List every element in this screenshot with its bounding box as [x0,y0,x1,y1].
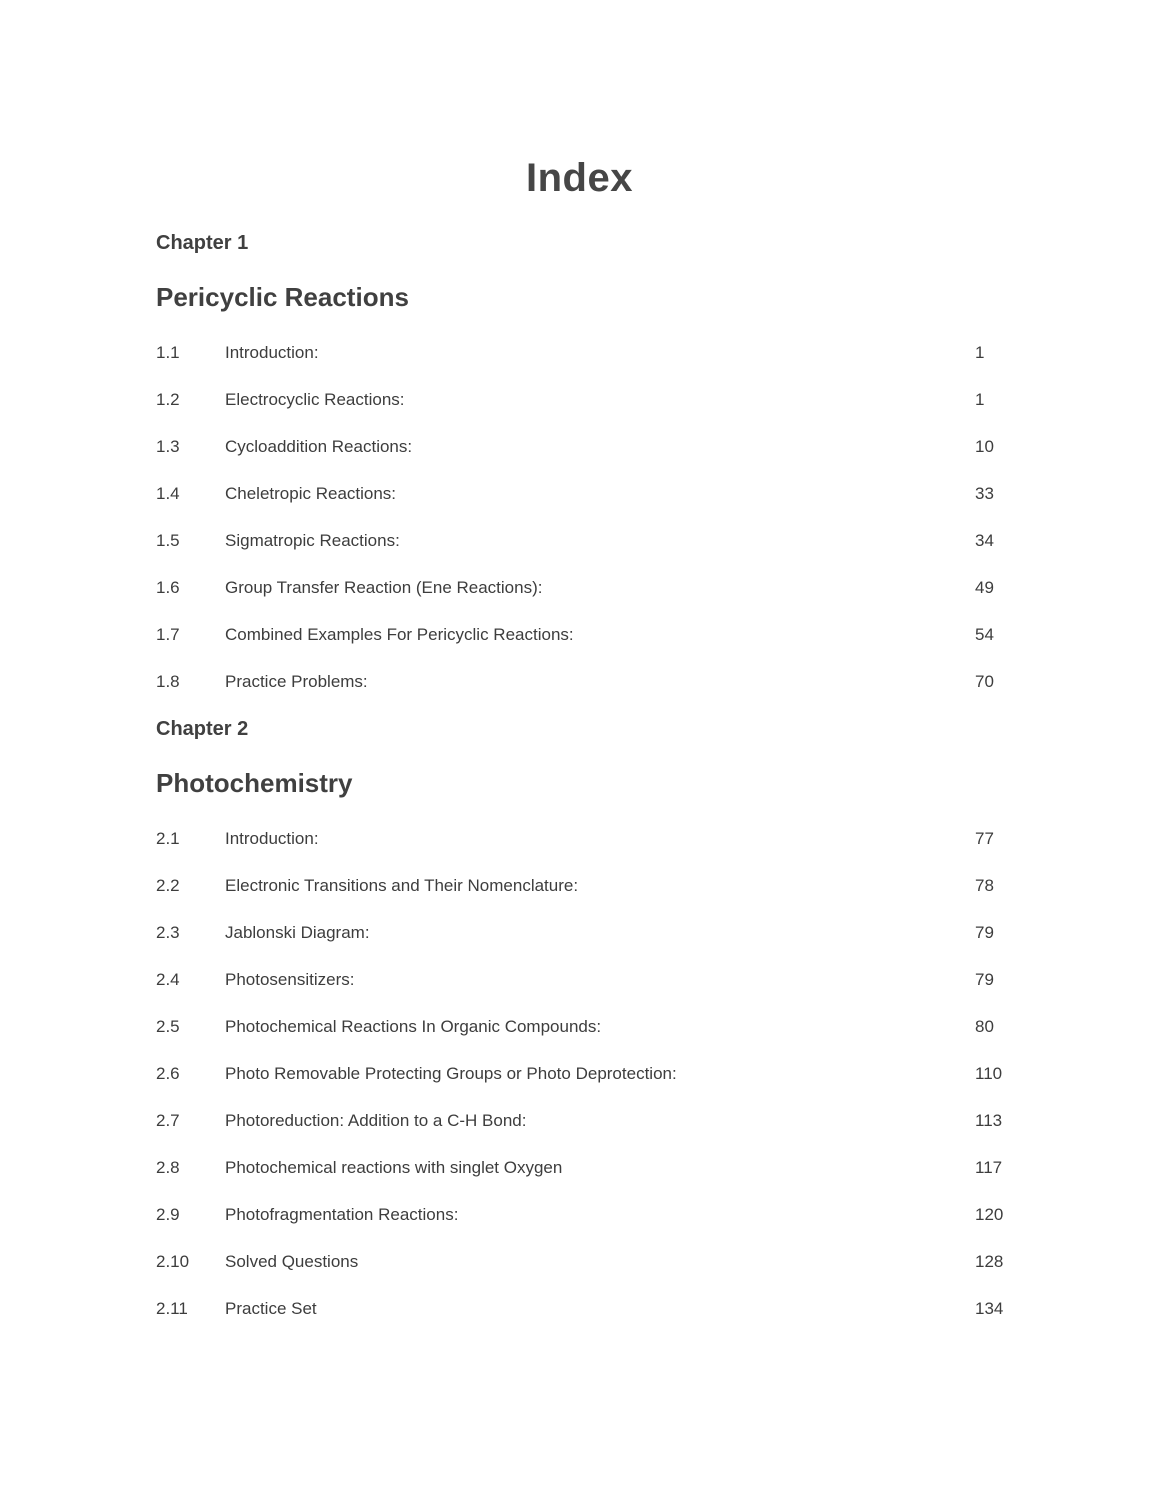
entry-number: 1.2 [156,390,180,409]
entry-page-number: 78 [975,876,994,895]
chapter-section [156,232,1003,693]
entry-title: Photofragmentation Reactions: [225,1205,459,1224]
entry-page-number: 1 [975,390,985,409]
entry-page-number: 49 [975,578,994,597]
toc-entry [156,828,1003,850]
entry-number: 1.7 [156,625,180,644]
entry-number: 2.6 [156,1064,180,1083]
entry-title: Jablonski Diagram: [225,923,370,942]
entry-number: 2.2 [156,876,180,895]
toc-entry [156,1157,1003,1179]
entry-title: Photo Removable Protecting Groups or Photo Deprotection: [225,1064,677,1083]
toc-entry [156,1251,1003,1273]
toc-entry [156,1063,1003,1085]
chapter-section [156,718,1003,1320]
chapter-entries [156,828,1003,1320]
entry-page-number: 134 [975,1299,1004,1318]
entry-title: Cheletropic Reactions: [225,484,397,503]
entry-title: Photochemical reactions with singlet Oxygen [225,1158,563,1177]
entry-title: Practice Problems: [225,672,368,691]
entry-title: Practice Set [225,1299,317,1318]
entry-page-number: 120 [975,1205,1004,1224]
entry-number: 1.3 [156,437,180,456]
entry-page-number: 33 [975,484,994,503]
entry-title: Sigmatropic Reactions: [225,531,400,550]
entry-number: 1.1 [156,343,180,362]
entry-number: 1.5 [156,531,180,550]
chapter-entries [156,342,1003,693]
entry-title: Group Transfer Reaction (Ene Reactions): [225,578,543,597]
entry-number: 2.8 [156,1158,180,1177]
entry-page-number: 113 [975,1111,1003,1130]
entry-number: 1.4 [156,484,180,503]
toc-entry [156,1204,1003,1226]
entry-page-number: 70 [975,672,994,691]
toc-entry [156,969,1003,991]
entry-page-number: 34 [975,531,994,550]
toc-entry [156,922,1003,944]
entry-page-number: 80 [975,1017,994,1036]
entry-number: 1.6 [156,578,180,597]
entry-title: Photochemical Reactions In Organic Compounds: [225,1017,602,1036]
toc-entry [156,1016,1003,1038]
toc-entry [156,530,1003,552]
toc-entry [156,577,1003,599]
entry-number: 2.9 [156,1205,180,1224]
entry-number: 2.7 [156,1111,180,1130]
entry-number: 2.10 [156,1252,190,1271]
toc-entry [156,624,1003,646]
toc-entry [156,436,1003,458]
entry-page-number: 79 [975,923,994,942]
entry-title: Photosensitizers: [225,970,355,989]
chapter-title: Pericyclic Reactions [156,282,409,312]
toc-entry [156,1298,1003,1320]
entry-title: Combined Examples For Pericyclic Reactions: [225,625,574,644]
entry-page-number: 128 [975,1252,1004,1271]
entry-title: Photoreduction: Addition to a C-H Bond: [225,1111,527,1130]
entry-title: Introduction: [225,343,319,362]
entry-number: 2.5 [156,1017,180,1036]
entry-page-number: 110 [975,1064,1003,1083]
entry-number: 2.1 [156,829,180,848]
entry-page-number: 117 [975,1158,1003,1177]
entry-title: Cycloaddition Reactions: [225,437,413,456]
entry-page-number: 1 [975,343,985,362]
toc-entry [156,1110,1003,1132]
toc-entry [156,875,1003,897]
entry-title: Electronic Transitions and Their Nomenclature: [225,876,579,895]
toc-entry [156,389,1003,411]
entry-page-number: 77 [975,829,994,848]
toc-entry [156,342,1003,364]
chapter-label: Chapter 2 [156,718,249,740]
chapter-label: Chapter 1 [156,232,249,254]
toc [156,232,1003,1320]
entry-number: 2.4 [156,970,180,989]
entry-number: 1.8 [156,672,180,691]
entry-title: Electrocyclic Reactions: [225,390,405,409]
entry-page-number: 54 [975,625,994,644]
page-title: Index [526,156,633,200]
entry-number: 2.11 [156,1299,188,1318]
entry-page-number: 10 [975,437,994,456]
entry-number: 2.3 [156,923,180,942]
entry-page-number: 79 [975,970,994,989]
entry-title: Introduction: [225,829,319,848]
chapter-title: Photochemistry [156,768,353,798]
toc-entry [156,483,1003,505]
entry-title: Solved Questions [225,1252,359,1271]
toc-entry [156,671,1003,693]
